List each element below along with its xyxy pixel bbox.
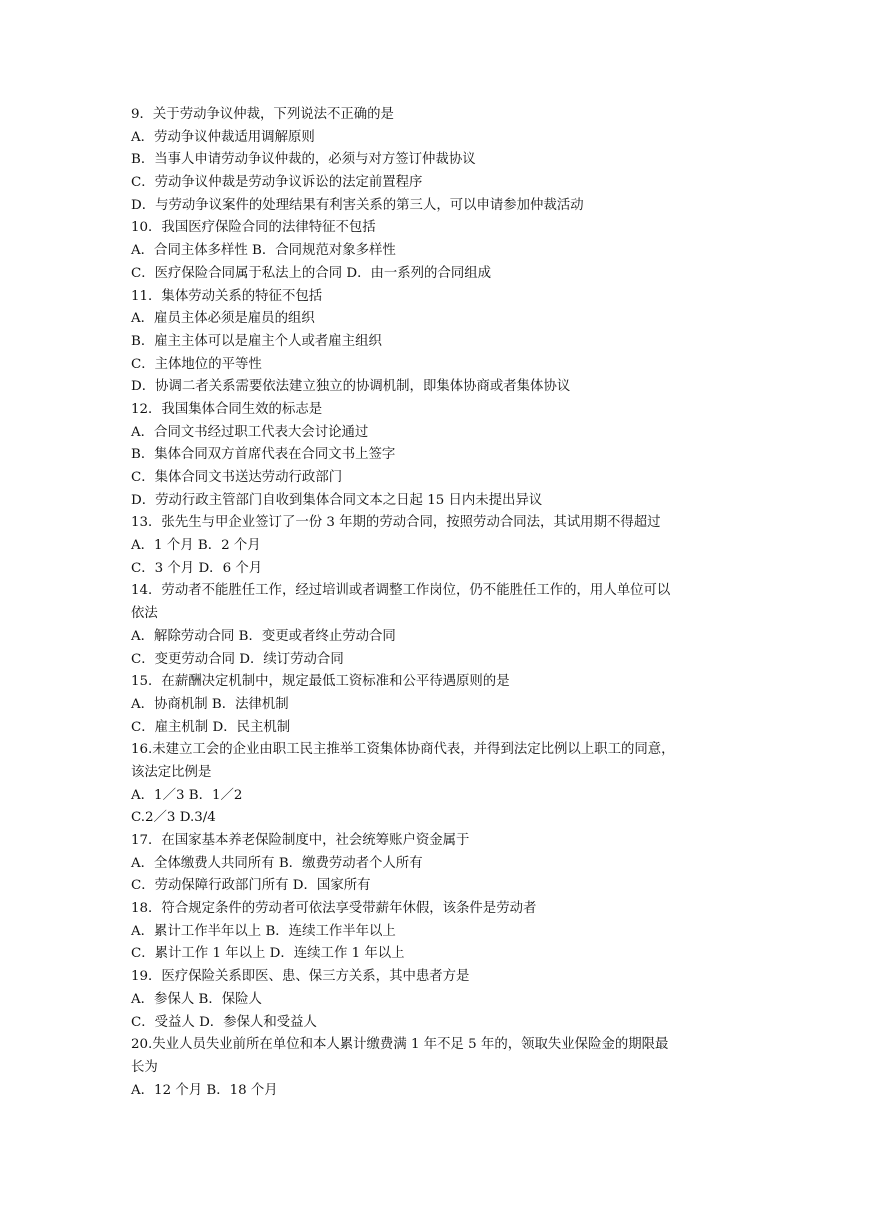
question-19-options-ab: A．参保人 B．保险人 xyxy=(131,991,262,1007)
question-12-option-d: D．劳动行政主管部门自收到集体合同文本之日起 15 日内未提出异议 xyxy=(131,492,543,508)
question-14-stem-continued: 依法 xyxy=(131,606,158,622)
document-body xyxy=(131,104,741,1102)
question-16-options-ab: A．1／3 B．1／2 xyxy=(131,787,243,803)
question-12-option-b: B．集体合同双方首席代表在合同文书上签字 xyxy=(131,447,396,463)
question-11-option-b: B．雇主主体可以是雇主个人或者雇主组织 xyxy=(131,333,382,349)
question-15-stem: 15．在薪酬决定机制中，规定最低工资标准和公平待遇原则的是 xyxy=(131,674,510,690)
question-16-stem-continued: 该法定比例是 xyxy=(131,764,212,780)
question-11-option-a: A．雇员主体必须是雇员的组织 xyxy=(131,311,315,327)
question-15-options-ab: A．协商机制 B．法律机制 xyxy=(131,696,289,712)
question-11-stem: 11．集体劳动关系的特征不包括 xyxy=(131,288,323,304)
question-13-options-ab: A．1 个月 B．2 个月 xyxy=(131,538,261,554)
question-11-option-c: C．主体地位的平等性 xyxy=(131,356,262,372)
question-9-option-c: C．劳动争议仲裁是劳动争议诉讼的法定前置程序 xyxy=(131,175,423,191)
question-20-stem-continued: 长为 xyxy=(131,1059,158,1075)
question-12-option-a: A．合同文书经过职工代表大会讨论通过 xyxy=(131,424,369,440)
question-19-options-cd: C．受益人 D．参保人和受益人 xyxy=(131,1014,317,1030)
question-13-stem: 13．张先生与甲企业签订了一份 3 年期的劳动合同，按照劳动合同法，其试用期不得超过 xyxy=(131,515,661,531)
question-20-options-ab: A．12 个月 B．18 个月 xyxy=(131,1082,278,1098)
question-14-stem: 14．劳动者不能胜任工作，经过培训或者调整工作岗位，仍不能胜任工作的，用人单位可以 xyxy=(131,583,671,599)
question-17-options-ab: A．全体缴费人共同所有 B．缴费劳动者个人所有 xyxy=(131,855,423,871)
question-9-stem: 9．关于劳动争议仲裁，下列说法不正确的是 xyxy=(131,107,394,122)
question-17-stem: 17．在国家基本养老保险制度中，社会统筹账户资金属于 xyxy=(131,833,470,848)
question-14-options-cd: C．变更劳动合同 D．续订劳动合同 xyxy=(131,651,344,667)
question-16-stem: 16.未建立工会的企业由职工民主推举工资集体协商代表，并得到法定比例以上职工的同意， xyxy=(131,742,675,758)
question-18-options-ab: A．累计工作半年以上 B．连续工作半年以上 xyxy=(131,923,396,939)
question-18-options-cd: C．累计工作 1 年以上 D．连续工作 1 年以上 xyxy=(131,946,405,962)
question-10-stem: 10．我国医疗保险合同的法律特征不包括 xyxy=(131,220,376,236)
question-15-options-cd: C．雇主机制 D．民主机制 xyxy=(131,719,291,735)
question-9-option-b: B．当事人申请劳动争议仲裁的，必须与对方签订仲裁协议 xyxy=(131,152,476,168)
question-9-option-a: A．劳动争议仲裁适用调解原则 xyxy=(131,129,315,145)
question-10-options-cd: C．医疗保险合同属于私法上的合同 D．由一系列的合同组成 xyxy=(131,265,492,281)
question-12-stem: 12．我国集体合同生效的标志是 xyxy=(131,401,323,417)
question-19-stem: 19．医疗保险关系即医、患、保三方关系，其中患者方是 xyxy=(131,969,470,985)
question-17-options-cd: C．劳动保障行政部门所有 D．国家所有 xyxy=(131,878,371,894)
question-18-stem: 18．符合规定条件的劳动者可依法享受带薪年休假，该条件是劳动者 xyxy=(131,901,537,917)
question-12-option-c: C．集体合同文书送达劳动行政部门 xyxy=(131,470,343,485)
question-9-option-d: D．与劳动争议案件的处理结果有利害关系的第三人，可以申请参加仲裁活动 xyxy=(131,197,584,213)
question-20-stem: 20.失业人员失业前所在单位和本人累计缴费满 1 年不足 5 年的，领取失业保险金的期限最 xyxy=(131,1037,669,1053)
question-10-options-ab: A．合同主体多样性 B．合同规范对象多样性 xyxy=(131,243,396,259)
question-16-options-cd: C.2／3 D.3/4 xyxy=(131,810,216,826)
question-11-option-d: D．协调二者关系需要依法建立独立的协调机制，即集体协商或者集体协议 xyxy=(131,379,571,395)
question-14-options-ab: A．解除劳动合同 B．变更或者终止劳动合同 xyxy=(131,628,396,644)
question-13-options-cd: C．3 个月 D．6 个月 xyxy=(131,560,263,576)
